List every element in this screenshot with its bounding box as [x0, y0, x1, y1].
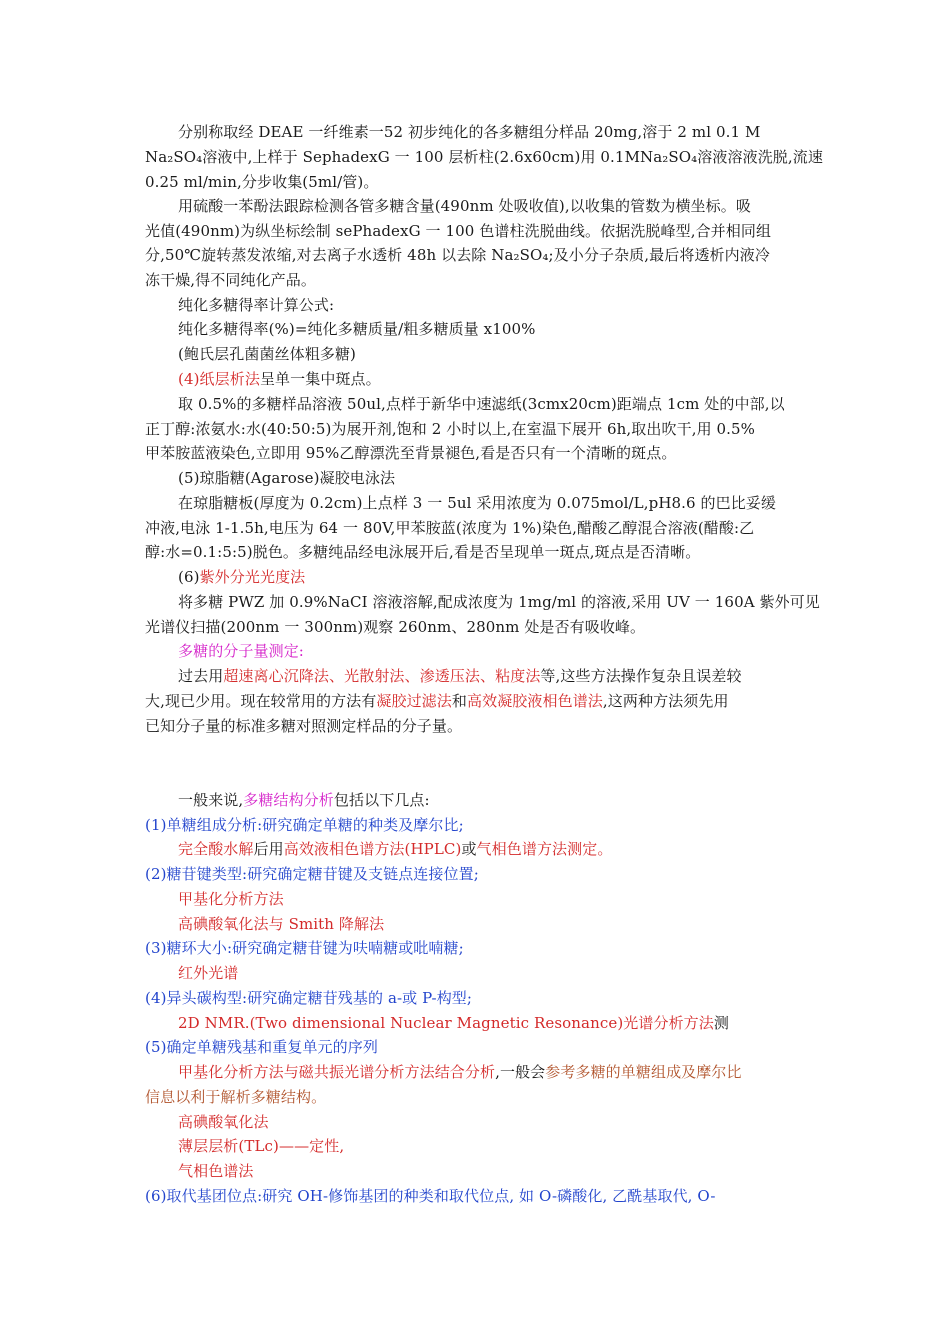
text-line: [178, 394, 785, 414]
text-line: [145, 245, 770, 265]
text-segment: (鲍氏层孔菌菌丝体粗多糖): [178, 345, 357, 363]
text-segment: (6)取代基团位点:研究 OH-修饰基团的种类和取代位点, 如 O-磷酸化, 乙酰基取代, O-: [145, 1187, 716, 1205]
text-segment: 和: [451, 692, 467, 710]
text-line: [145, 617, 645, 637]
text-line: [145, 419, 755, 439]
text-line: [178, 666, 742, 686]
text-segment: 等,这些方法操作复杂且误差较: [540, 667, 742, 685]
text-segment: 冻干燥,得不同纯化产品。: [145, 271, 316, 289]
text-segment: (4)异头碳构型:研究确定糖苷残基的 a-或 P-构型;: [145, 989, 473, 1007]
text-line: [178, 122, 760, 142]
text-segment: 参考多糖的单糖组成及摩尔比: [545, 1063, 742, 1081]
text-line: [145, 691, 729, 711]
text-segment: ,一般会: [495, 1063, 546, 1081]
text-segment: 信息以利于解析多糖结构。: [145, 1088, 327, 1106]
text-line: [145, 1037, 378, 1057]
text-line: [178, 889, 284, 909]
text-segment: (5)确定单糖残基和重复单元的序列: [145, 1038, 378, 1056]
text-segment: 大,现已少用。现在较常用的方法有: [145, 692, 377, 710]
text-segment: 包括以下几点:: [333, 791, 430, 809]
text-segment: 醇:水=0.1:5:5)脱色。多糖纯品经电泳展开后,看是否呈现单一斑点,斑点是否清晰。: [145, 543, 701, 561]
text-segment: 甲基化分析方法与磁共振光谱分析方法结合分析: [178, 1063, 496, 1081]
text-line: [178, 1161, 254, 1181]
text-line: [145, 172, 378, 192]
text-segment: 测: [713, 1014, 729, 1032]
text-segment: 分,50℃旋转蒸发浓缩,对去离子水透析 48h 以去除 Na₂SO₄;及小分子杂质,最后将透析内液冷: [145, 246, 770, 264]
text-line: [178, 790, 430, 810]
text-segment: 纯化多糖得率计算公式:: [178, 296, 335, 314]
text-line: [145, 815, 464, 835]
text-segment: 一般来说,: [178, 791, 244, 809]
text-segment: 用硫酸一苯酚法跟踪检测各管多糖含量(490nm 处吸收值),以收集的管数为横坐标。吸: [178, 197, 751, 215]
text-segment: 气相色谱方法测定。: [476, 840, 613, 858]
text-line: [178, 1112, 269, 1132]
text-line: [178, 468, 395, 488]
text-segment: 凝胶过滤法: [376, 692, 452, 710]
text-line: [145, 988, 472, 1008]
text-segment: 高效凝胶液相色谱法: [467, 692, 603, 710]
text-segment: 多糖的分子量测定:: [178, 642, 304, 660]
text-segment: 完全酸水解: [178, 840, 254, 858]
text-segment: 冲液,电泳 1-1.5h,电压为 64 一 80V,甲苯胺蓝(浓度为 1%)染色,醋酸乙醇混合溶液(醋酸:乙: [145, 519, 755, 537]
text-line: [178, 369, 381, 389]
text-line: [145, 518, 754, 538]
text-segment: 将多糖 PWZ 加 0.9%NaCI 溶液溶解,配成浓度为 1mg/ml 的溶液,采用 UV 一 160A 紫外可见: [178, 593, 820, 611]
text-line: [145, 1186, 716, 1206]
text-line: [178, 295, 334, 315]
text-segment: 甲苯胺蓝液染色,立即用 95%乙醇漂洗至背景褪色,看是否只有一个清晰的斑点。: [145, 444, 677, 462]
text-line: [145, 864, 479, 884]
text-segment: 红外光谱: [178, 964, 239, 982]
text-segment: 薄层层析(TLc)——定性,: [178, 1137, 345, 1155]
text-line: [178, 196, 751, 216]
text-line: [178, 1136, 344, 1156]
text-line: [178, 567, 305, 587]
text-line: [145, 938, 464, 958]
text-segment: 超速离心沉降法、光散射法、渗透压法、粘度法: [223, 667, 541, 685]
text-segment: 甲基化分析方法: [178, 890, 284, 908]
text-line: [178, 1062, 742, 1082]
text-line: [178, 914, 384, 934]
text-segment: 高效液相色谱方法(HPLC): [283, 840, 462, 858]
text-line: [178, 839, 612, 859]
text-line: [145, 221, 771, 241]
text-line: [145, 1087, 326, 1107]
text-line: [178, 1013, 729, 1033]
text-segment: (4)纸层析法: [178, 370, 260, 388]
text-line: [145, 443, 676, 463]
text-segment: 光值(490nm)为纵坐标绘制 sePhadexG 一 100 色谱柱洗脱曲线。依据洗脱峰型,合并相同组: [145, 222, 772, 240]
text-segment: (5)琼脂糖(Agarose)凝胶电泳法: [178, 469, 396, 487]
text-line: [145, 542, 700, 562]
text-segment: 或: [461, 840, 477, 858]
text-segment: 高碘酸氧化法: [178, 1113, 269, 1131]
text-segment: 过去用: [178, 667, 224, 685]
text-segment: 取 0.5%的多糖样品溶液 50ul,点样于新华中速滤纸(3cmx20cm)距端点 1cm 处的中部,以: [178, 395, 785, 413]
text-segment: 已知分子量的标准多糖对照测定样品的分子量。: [145, 717, 463, 735]
text-segment: 多糖结构分析: [243, 791, 334, 809]
text-segment: 高碘酸氧化法与 Smith 降解法: [178, 915, 385, 933]
text-line: [178, 319, 536, 339]
text-segment: (2)糖苷键类型:研究确定糖苷键及支链点连接位置;: [145, 865, 479, 883]
text-segment: Na₂SO₄溶液中,上样于 SephadexG 一 100 层析柱(2.6x60cm)用 0.1MNa₂SO₄溶液溶液洗脱,流速: [145, 148, 823, 166]
text-segment: ,这两种方法须先用: [602, 692, 729, 710]
text-line: [145, 147, 823, 167]
text-segment: (3)糖环大小:研究确定糖苷键为呋喃糖或吡喃糖;: [145, 939, 464, 957]
text-segment: 后用: [253, 840, 284, 858]
text-line: [178, 641, 304, 661]
text-segment: 气相色谱法: [178, 1162, 254, 1180]
text-segment: 正丁醇:浓氨水:水(40:50:5)为展开剂,饱和 2 小时以上,在室温下展开 6h,取出吹干,用 0.5%: [145, 420, 756, 438]
text-line: [178, 963, 238, 983]
text-segment: 在琼脂糖板(厚度为 0.2cm)上点样 3 一 5ul 采用浓度为 0.075mol/L,pH8.6 的巴比妥缓: [178, 494, 777, 512]
text-segment: 光谱仪扫描(200nm 一 300nm)观察 260nm、280nm 处是否有吸收峰。: [145, 618, 646, 636]
text-segment: 分别称取经 DEAE 一纤维素一52 初步纯化的各多糖组分样品 20mg,溶于 2 ml 0.1 M: [178, 123, 761, 141]
text-line: [178, 344, 356, 364]
text-line: [145, 270, 316, 290]
text-line: [145, 716, 462, 736]
text-segment: 纯化多糖得率(%)=纯化多糖质量/粗多糖质量 x100%: [178, 320, 536, 338]
text-line: [178, 592, 820, 612]
text-segment: 2D NMR.(Two dimensional Nuclear Magnetic Resonance)光谱分析方法: [178, 1014, 714, 1032]
text-line: [178, 493, 776, 513]
text-segment: 紫外分光光度法: [199, 568, 306, 586]
text-segment: 呈单一集中斑点。: [259, 370, 381, 388]
text-segment: (6): [178, 568, 200, 586]
text-segment: 0.25 ml/min,分步收集(5ml/管)。: [145, 173, 379, 191]
text-segment: (1)单糖组成分析:研究确定单糖的种类及摩尔比;: [145, 816, 464, 834]
